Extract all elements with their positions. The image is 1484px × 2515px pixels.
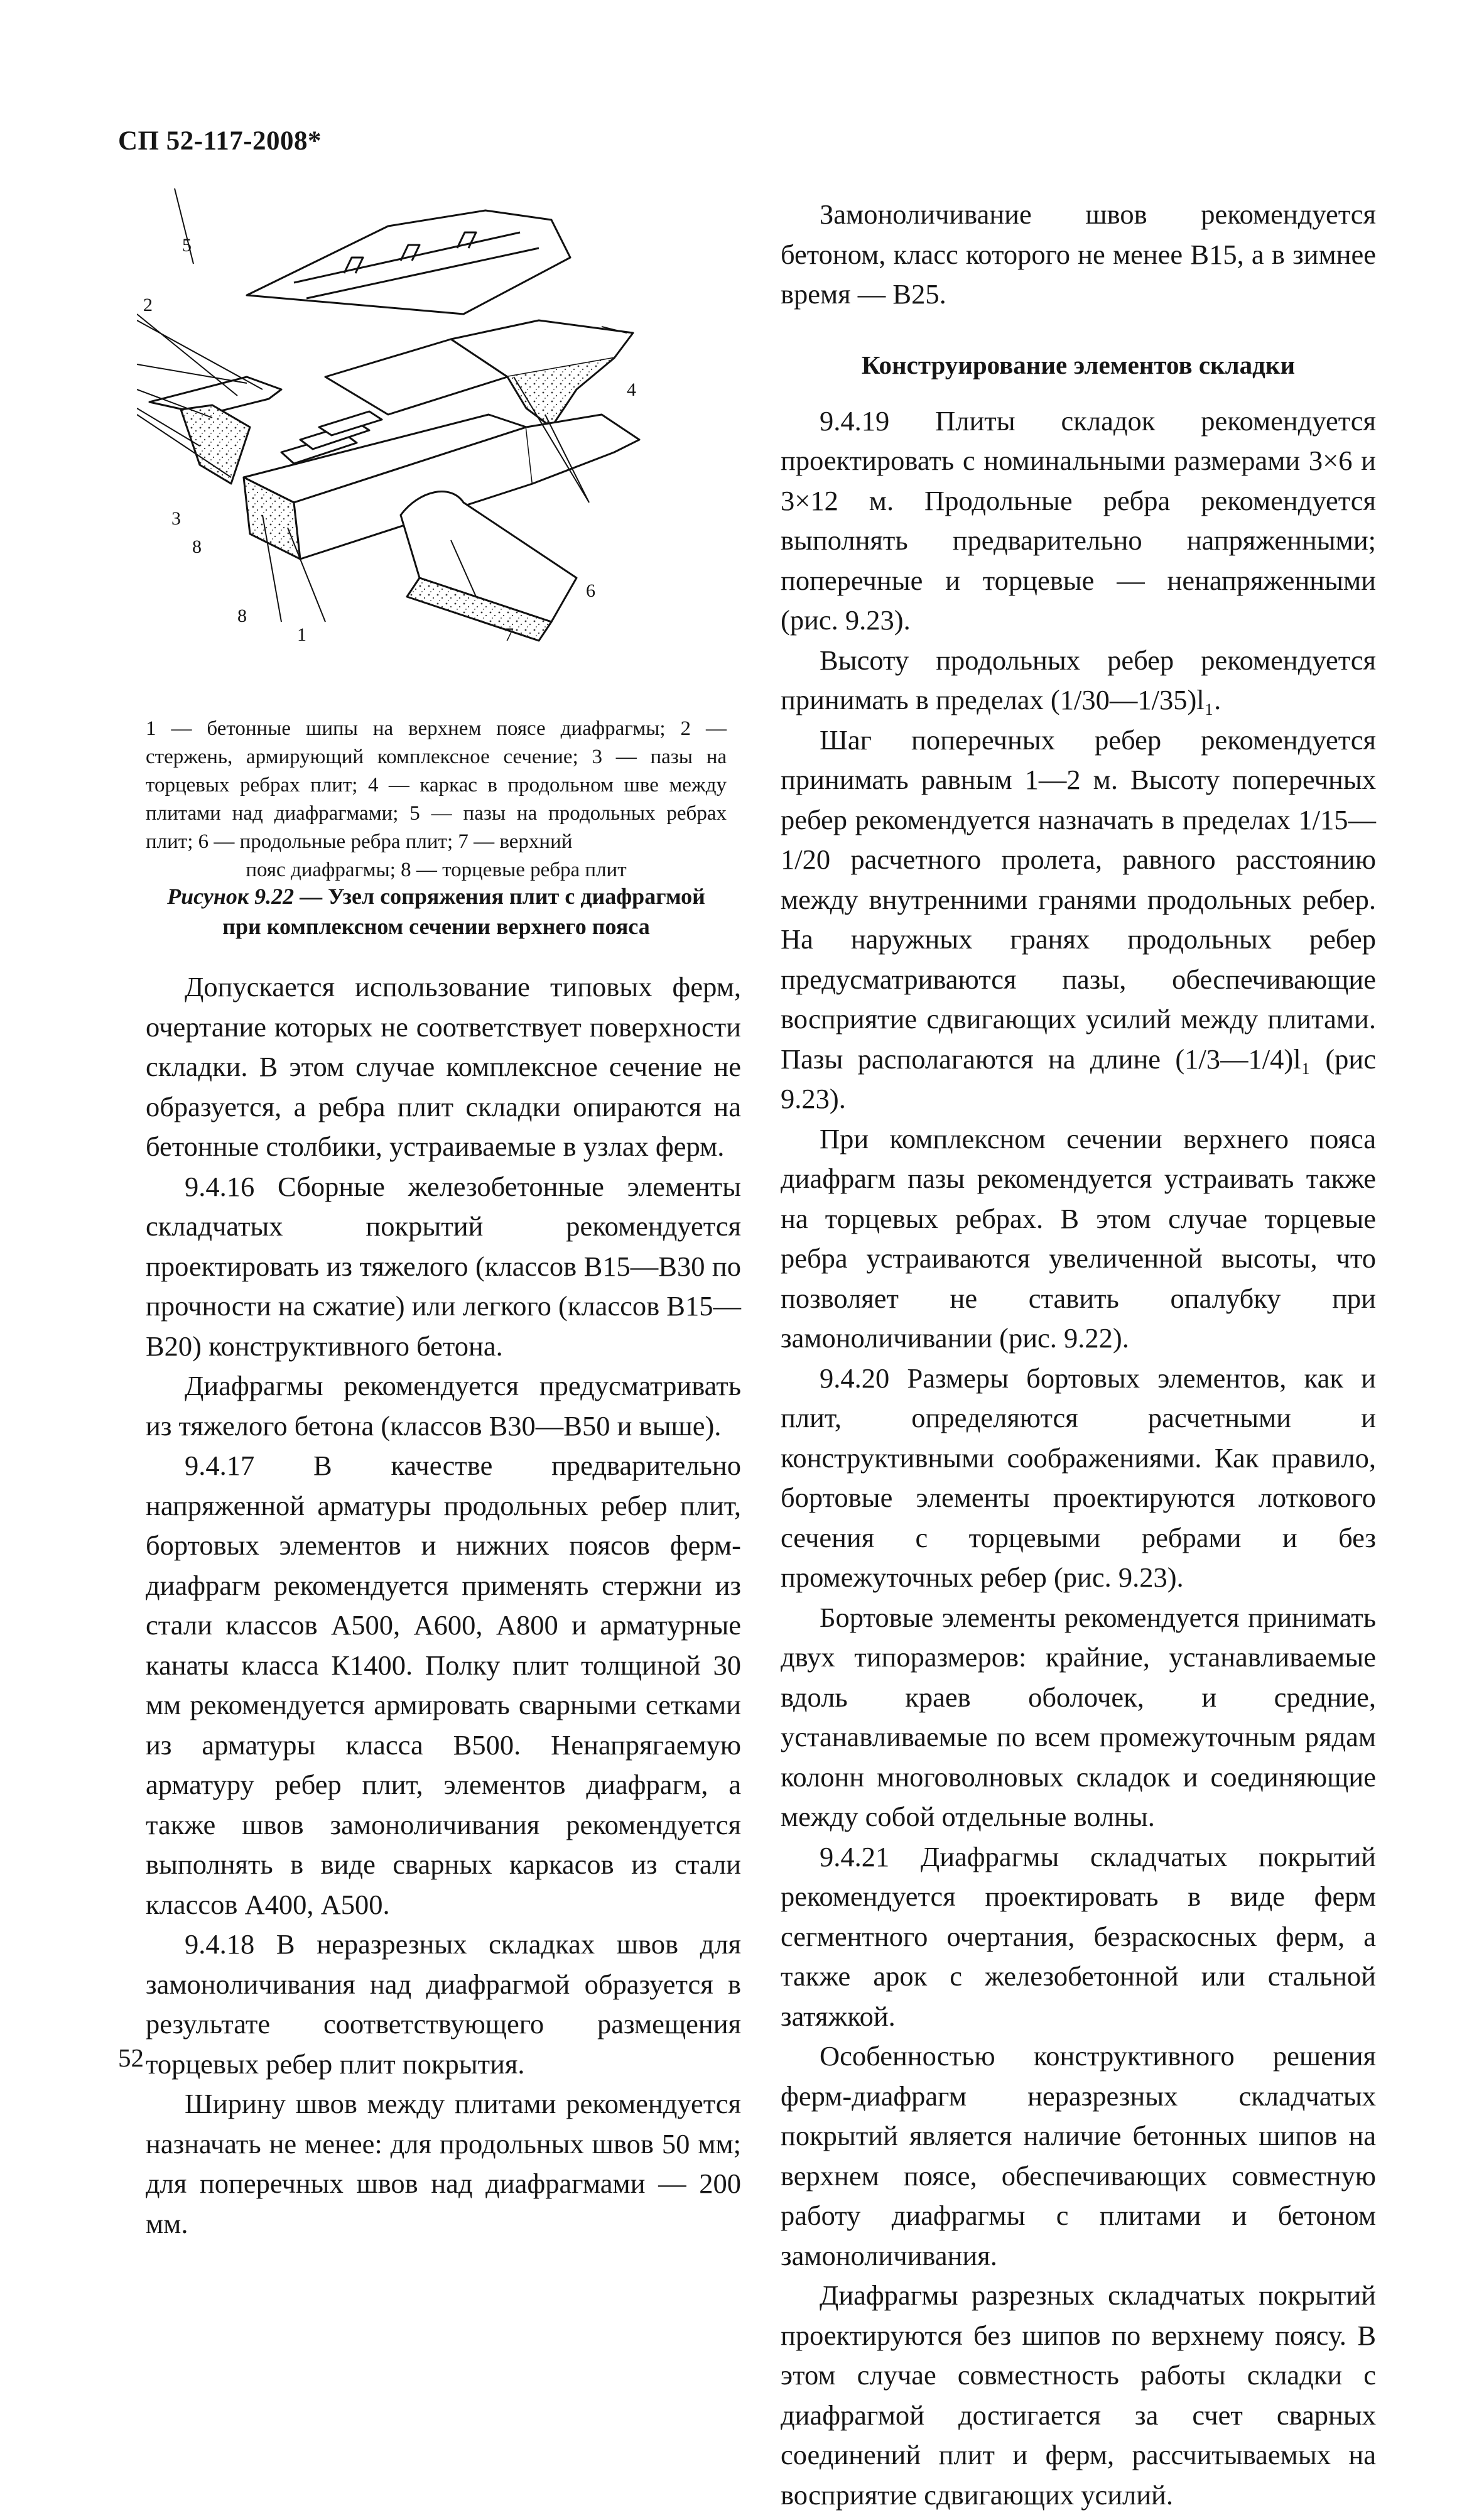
callout-2: 2 (143, 295, 153, 315)
callout-7: 7 (504, 624, 514, 645)
paragraph-9-4-17: 9.4.17 В качестве предварительно напряженной арматуры продольных ребер плит, бортовых элементов и нижних поясов ферм-диафрагм рекомендуется применять стержни из стали классов А500, А600, А800 и арматурные канаты класса К1400. Полку плит толщиной 30 мм рекомендуется армировать сварными сетками из арматуры класса В500. Ненапрягаемую арматуру ребер плит, элементов диафрагм, а также швов замоноличивания рекомендуется выполнять в виде сварных каркасов из стали классов А400, А500. (146, 1450, 741, 1920)
figure-caption (146, 881, 727, 942)
page-number: 52 (118, 2043, 144, 2072)
paragraph: Высоту продольных ребер рекомендуется принимать в пределах (1/30—1/35)l₁. (781, 644, 1376, 715)
paragraph: Бортовые элементы рекомендуется принимать двух типоразмеров: крайние, устанавливаемые вдоль краев оболочек, и средние, устанавливаемые по всем промежуточным рядам колонн многоволновых складок и соединяющие между собой отдельные волны. (781, 1601, 1376, 1832)
document-code: СП 52-117-2008* (118, 126, 322, 156)
figure-legend (146, 715, 727, 884)
callout-5: 5 (182, 235, 192, 256)
paragraph-intro: Замоноличивание швов рекомендуется бетоном, класс которого не менее В15, а в зимнее время — В25. (781, 198, 1376, 310)
paragraph: Диафрагмы разрезных складчатых покрытий проектируются без шипов по верхнему поясу. В этом случае совместность работы складки с диафрагмой достигается за счет сварных соединений плит и ферм, рассчитываемых на восприятие сдвигающих усилий. (781, 2279, 1376, 2511)
legend-text-end: пояс диафрагмы; 8 — торцевые ребра плит (246, 859, 627, 881)
paragraph: При комплексном сечении верхнего пояса диафрагм пазы рекомендуется устраивать также на торцевых ребрах. В этом случае торцевые ребра устраиваются увеличенной высоты, что позволяет не ставить опалубку при замоноличивании (рис. 9.22). (781, 1122, 1376, 1354)
callout-8b: 8 (237, 606, 247, 626)
paragraph-9-4-21: 9.4.21 Диафрагмы складчатых покрытий рекомендуется проектировать в виде ферм сегментного очертания, безраскосных ферм, а также арок с железобетонной или стальной затяжкой. (781, 1840, 1376, 2032)
paragraph-9-4-16: 9.4.16 Сборные железобетонные элементы складчатых покрытий рекомендуется проектировать из тяжелого (классов В15—В30 по прочности на сжатие) или легкого (классов В15—В20) конструктивного бетона. (146, 1170, 741, 1362)
caption-label: Рисунок 9.22 (167, 884, 295, 909)
paragraph: Шаг поперечных ребер рекомендуется принимать равным 1—2 м. Высоту поперечных ребер рекомендуется назначать в пределах 1/15—1/20 расчетного пролета, равного расстоянию между внутренними гранями продольных ребер. На наружных гранях продольных ребер предусматриваются пазы, обеспечивающие восприятие сдвигающих усилий между плитами. Пазы располагаются на длине (1/3—1/4)l₁ (рис 9.23). (781, 724, 1376, 1114)
left-column (146, 967, 741, 2244)
callout-8a: 8 (192, 536, 202, 557)
paragraph: Диафрагмы рекомендуется предусматривать из тяжелого бетона (классов В30—В50 и выше). (146, 1370, 741, 1442)
figure-9-22-drawing (137, 188, 727, 672)
callout-4: 4 (627, 379, 636, 400)
paragraph-9-4-18: 9.4.18 В неразрезных складках швов для замоноличивания над диафрагмой образуется в результате соответствующего размещения торцевых ребер плит покрытия. (146, 1928, 741, 2080)
legend-text: 1 — бетонные шипы на верхнем поясе диафрагмы; 2 — стержень, армирующий комплексное сечение; 3 — пазы на торцевых ребрах плит; 4 — каркас в продольном шве между плитами над диафрагмами; 5 — пазы на продольных ребрах плит; 6 — продольные ребра плит; 7 — верхний (146, 717, 727, 853)
paragraph: Допускается использование типовых ферм, очертание которых не соответствует поверхности складки. В этом случае комплексное сечение не образуется, а ребра плит складки опираются на бетонные столбики, устраиваемые в узлах ферм. (146, 971, 741, 1162)
paragraph-9-4-20: 9.4.20 Размеры бортовых элементов, как и плит, определяются расчетными и конструктивными соображениями. Как правило, бортовые элементы проектируются лоткового сечения с торцевыми ребрами и без промежуточных ребер (рис. 9.23). (781, 1362, 1376, 1593)
paragraph: Ширину швов между плитами рекомендуется назначать не менее: для продольных швов 50 мм; для поперечных швов над диафрагмами — 200 мм. (146, 2088, 741, 2239)
paragraph: Особенностью конструктивного решения ферм-диафрагм неразрезных складчатых покрытий является наличие бетонных шипов на верхнем поясе, обеспечивающих совместную работу диафрагмы с плитами и бетоном замоноличивания. (781, 2040, 1376, 2271)
section-heading: Конструирование элементов складки (861, 350, 1296, 379)
caption-text: — Узел сопряжения плит с диафрагмой при комплексном сечении верхнего пояса (222, 884, 705, 939)
paragraph-9-4-19: 9.4.19 Плиты складок рекомендуется проектировать с номинальными размерами 3×6 и 3×12 м. Продольные ребра рекомендуется выполнять предварительно напряженными; поперечные и торцевые — ненапряженными (рис. 9.23). (781, 405, 1376, 636)
callout-1: 1 (297, 624, 306, 645)
right-column (781, 195, 1376, 2515)
callout-6: 6 (586, 580, 595, 601)
callout-3: 3 (171, 508, 181, 529)
